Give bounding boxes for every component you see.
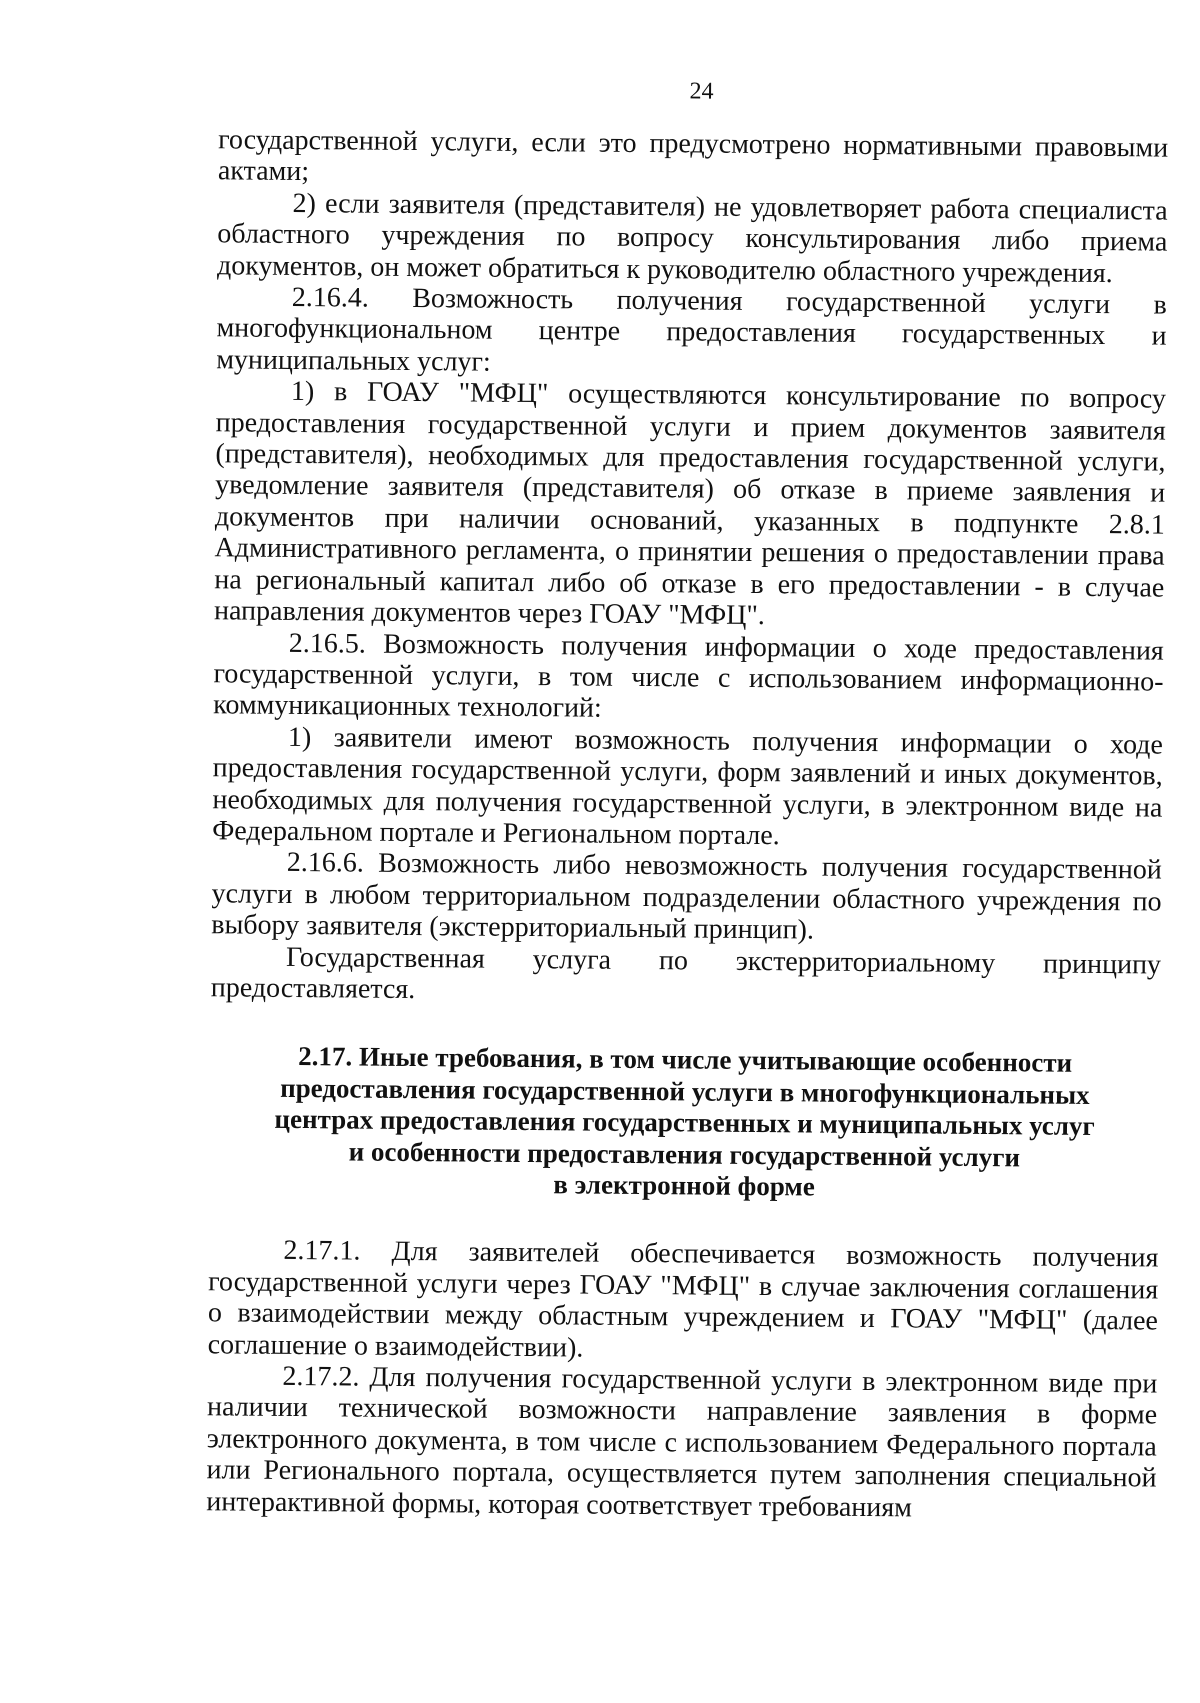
paragraph: 2.16.4. Возможность получения государственной услуги в многофункциональном центре предоставления государственных и муниципальных услуг: xyxy=(216,281,1167,378)
paragraph: 2.16.6. Возможность либо невозможность получения государственной услуги в любом территориальном подразделении областного учреждения по выбору заявителя (экстерриториальный принцип). xyxy=(211,847,1162,946)
section-heading-line: и особенности предоставления государственной услуги xyxy=(348,1136,1021,1172)
paragraph: 2.17.2. Для получения государственной услуги в электронном виде при наличии технической возможности направление заявления в форме электронного документа, в том числе с использованием Федерального портала или Регионального портала, осуществляется путем заполнения специальной интерактивной формы, которая соответствует требованиям xyxy=(206,1360,1158,1524)
paragraph: государственной услуги, если это предусмотрено нормативными правовыми актами; xyxy=(217,124,1169,188)
document-body xyxy=(206,124,1168,1525)
paragraph: 2) если заявителя (представителя) не удовлетворяет работа специалиста областного учреждения по вопросу консультирования либо приема документов, он может обратиться к руководителю областного учреждения. xyxy=(216,187,1168,289)
paragraph: 1) заявители имеют возможность получения информации о ходе предоставления государственной услуги, форм заявлений и иных документов, необходимых для получения государственной услуги, в электронном виде на Федеральном портале и Региональном портале. xyxy=(212,721,1164,852)
paragraph: 2.16.5. Возможность получения информации о ходе предоставления государственной услуги, в том числе с использованием информационно-коммуникационных технологий: xyxy=(213,627,1164,724)
section-heading xyxy=(209,1041,1160,1206)
paragraphs-before-heading xyxy=(211,124,1169,1012)
page-number: 24 xyxy=(689,78,714,105)
paragraph: Государственная услуга по экстерриториальному принципу предоставляется. xyxy=(210,941,1162,1006)
section-heading-line: предоставления государственной услуги в многофункциональных xyxy=(280,1072,1090,1110)
paragraphs-after-heading xyxy=(206,1235,1158,1526)
paragraph: 1) в ГОАУ "МФЦ" осуществляются консультирование по вопросу предоставления государственной услуги и прием документов заявителя (представителя), необходимых для предоставления государственной услуги, уведомление заявителя (представителя) об отказе в приеме заявления и документов при наличии оснований, указанных в подпункте 2.8.1 Административного регламента, о принятии решения о предоставлении права на региональный капитал либо об отказе в его предоставлении - в случае направления документов через ГОАУ "МФЦ". xyxy=(213,376,1167,632)
section-heading-line: в электронной форме xyxy=(553,1169,815,1202)
paragraph: 2.17.1. Для заявителей обеспечивается возможность получения государственной услуги через ГОАУ "МФЦ" в случае заключения соглашения о взаимодействии между областным учреждением и ГОАУ "МФЦ" (далее соглашение о взаимодействии). xyxy=(207,1235,1159,1364)
section-heading-line: 2.17. Иные требования, в том числе учитывающие особенности xyxy=(298,1041,1073,1079)
section-heading-line: центрах предоставления государственных и муниципальных услуг xyxy=(274,1104,1095,1142)
